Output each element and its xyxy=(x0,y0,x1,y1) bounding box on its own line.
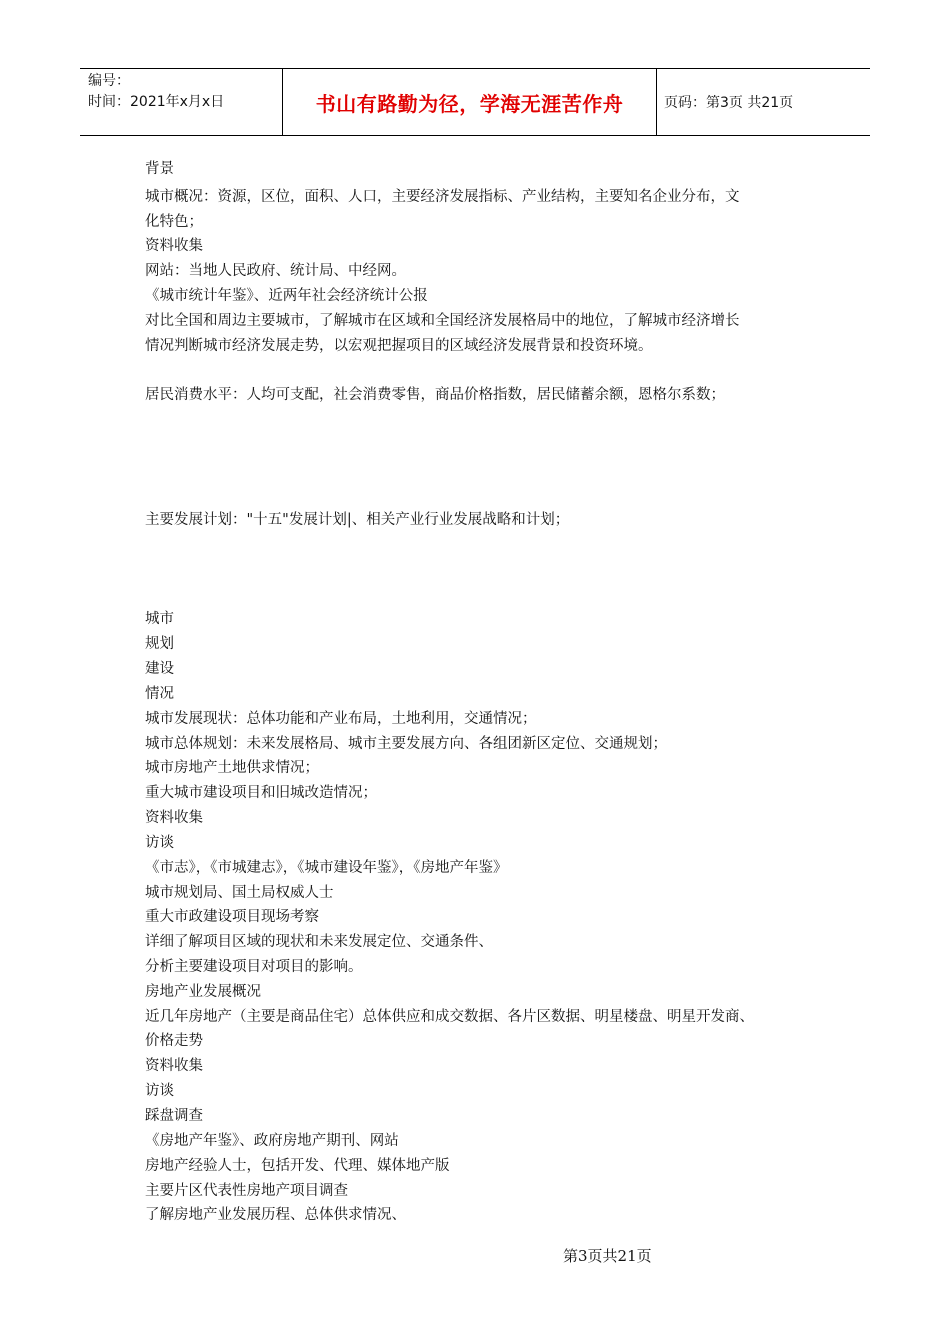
body-line: 情况 xyxy=(145,686,174,702)
body-line: 背景 xyxy=(145,161,174,177)
document-code-label: 编号： xyxy=(88,73,130,89)
body-line: 化特色； xyxy=(145,214,203,230)
body-line: 居民消费水平：人均可支配，社会消费零售，商品价格指数，居民储蓄余额，恩格尔系数； xyxy=(145,387,725,403)
body-line: 重大市政建设项目现场考察 xyxy=(145,909,319,925)
body-line: 《房地产年鉴》、政府房地产期刊、网站 xyxy=(145,1133,399,1149)
body-line: 城市 xyxy=(145,611,174,627)
body-line: 资料收集 xyxy=(145,238,203,254)
body-line: 访谈 xyxy=(145,1083,174,1099)
header-motto: 书山有路勤为径，学海无涯苦作舟 xyxy=(315,91,624,116)
body-line: 资料收集 xyxy=(145,1058,203,1074)
body-line: 访谈 xyxy=(145,835,174,851)
body-line: 《市志》，《市城建志》，《城市建设年鉴》，《房地产年鉴》 xyxy=(145,860,508,876)
body-line: 价格走势 xyxy=(145,1033,203,1049)
footer-page-number: 第3页共21页 xyxy=(563,1247,652,1265)
body-line: 城市总体规划：未来发展格局、城市主要发展方向、各组团新区定位、交通规划； xyxy=(145,736,667,752)
body-line: 房地产业发展概况 xyxy=(145,984,261,1000)
body-line: 城市房地产土地供求情况； xyxy=(145,760,319,776)
body-line: 《城市统计年鉴》、近两年社会经济统计公报 xyxy=(145,288,428,304)
document-date-label: 时间：2021年x月x日 xyxy=(88,94,225,110)
body-line: 规划 xyxy=(145,636,174,652)
body-line: 网站：当地人民政府、统计局、中经网。 xyxy=(145,263,406,279)
body-line: 主要片区代表性房地产项目调查 xyxy=(145,1183,348,1199)
body-line: 情况判断城市经济发展走势，以宏观把握项目的区域经济发展背景和投资环境。 xyxy=(145,338,653,354)
body-line: 城市发展现状：总体功能和产业布局，土地利用，交通情况； xyxy=(145,711,537,727)
body-line: 踩盘调查 xyxy=(145,1108,203,1124)
body-line: 建设 xyxy=(145,661,174,677)
body-line: 城市概况：资源，区位，面积、人口，主要经济发展指标、产业结构，主要知名企业分布，文 xyxy=(145,189,740,205)
body-line: 分析主要建设项目对项目的影响。 xyxy=(145,959,363,975)
header-meta xyxy=(88,71,278,113)
body-line: 详细了解项目区域的现状和未来发展定位、交通条件、 xyxy=(145,934,493,950)
body-line: 了解房地产业发展历程、总体供求情况、 xyxy=(145,1207,406,1223)
body-line: 主要发展计划："十五"发展计划|、相关产业行业发展战略和计划； xyxy=(145,512,570,528)
page-header xyxy=(80,68,870,136)
header-page-number: 页码：第3页 共21页 xyxy=(664,95,794,111)
body-line: 资料收集 xyxy=(145,810,203,826)
body-line: 近几年房地产（主要是商品住宅）总体供应和成交数据、各片区数据、明星楼盘、明星开发商、 xyxy=(145,1009,754,1025)
body-line: 重大城市建设项目和旧城改造情况； xyxy=(145,785,377,801)
header-divider xyxy=(656,69,657,135)
body-line: 城市规划局、国土局权威人士 xyxy=(145,885,334,901)
body-line: 房地产经验人士，包括开发、代理、媒体地产版 xyxy=(145,1158,450,1174)
body-line: 对比全国和周边主要城市，了解城市在区域和全国经济发展格局中的地位，了解城市经济增长 xyxy=(145,313,740,329)
